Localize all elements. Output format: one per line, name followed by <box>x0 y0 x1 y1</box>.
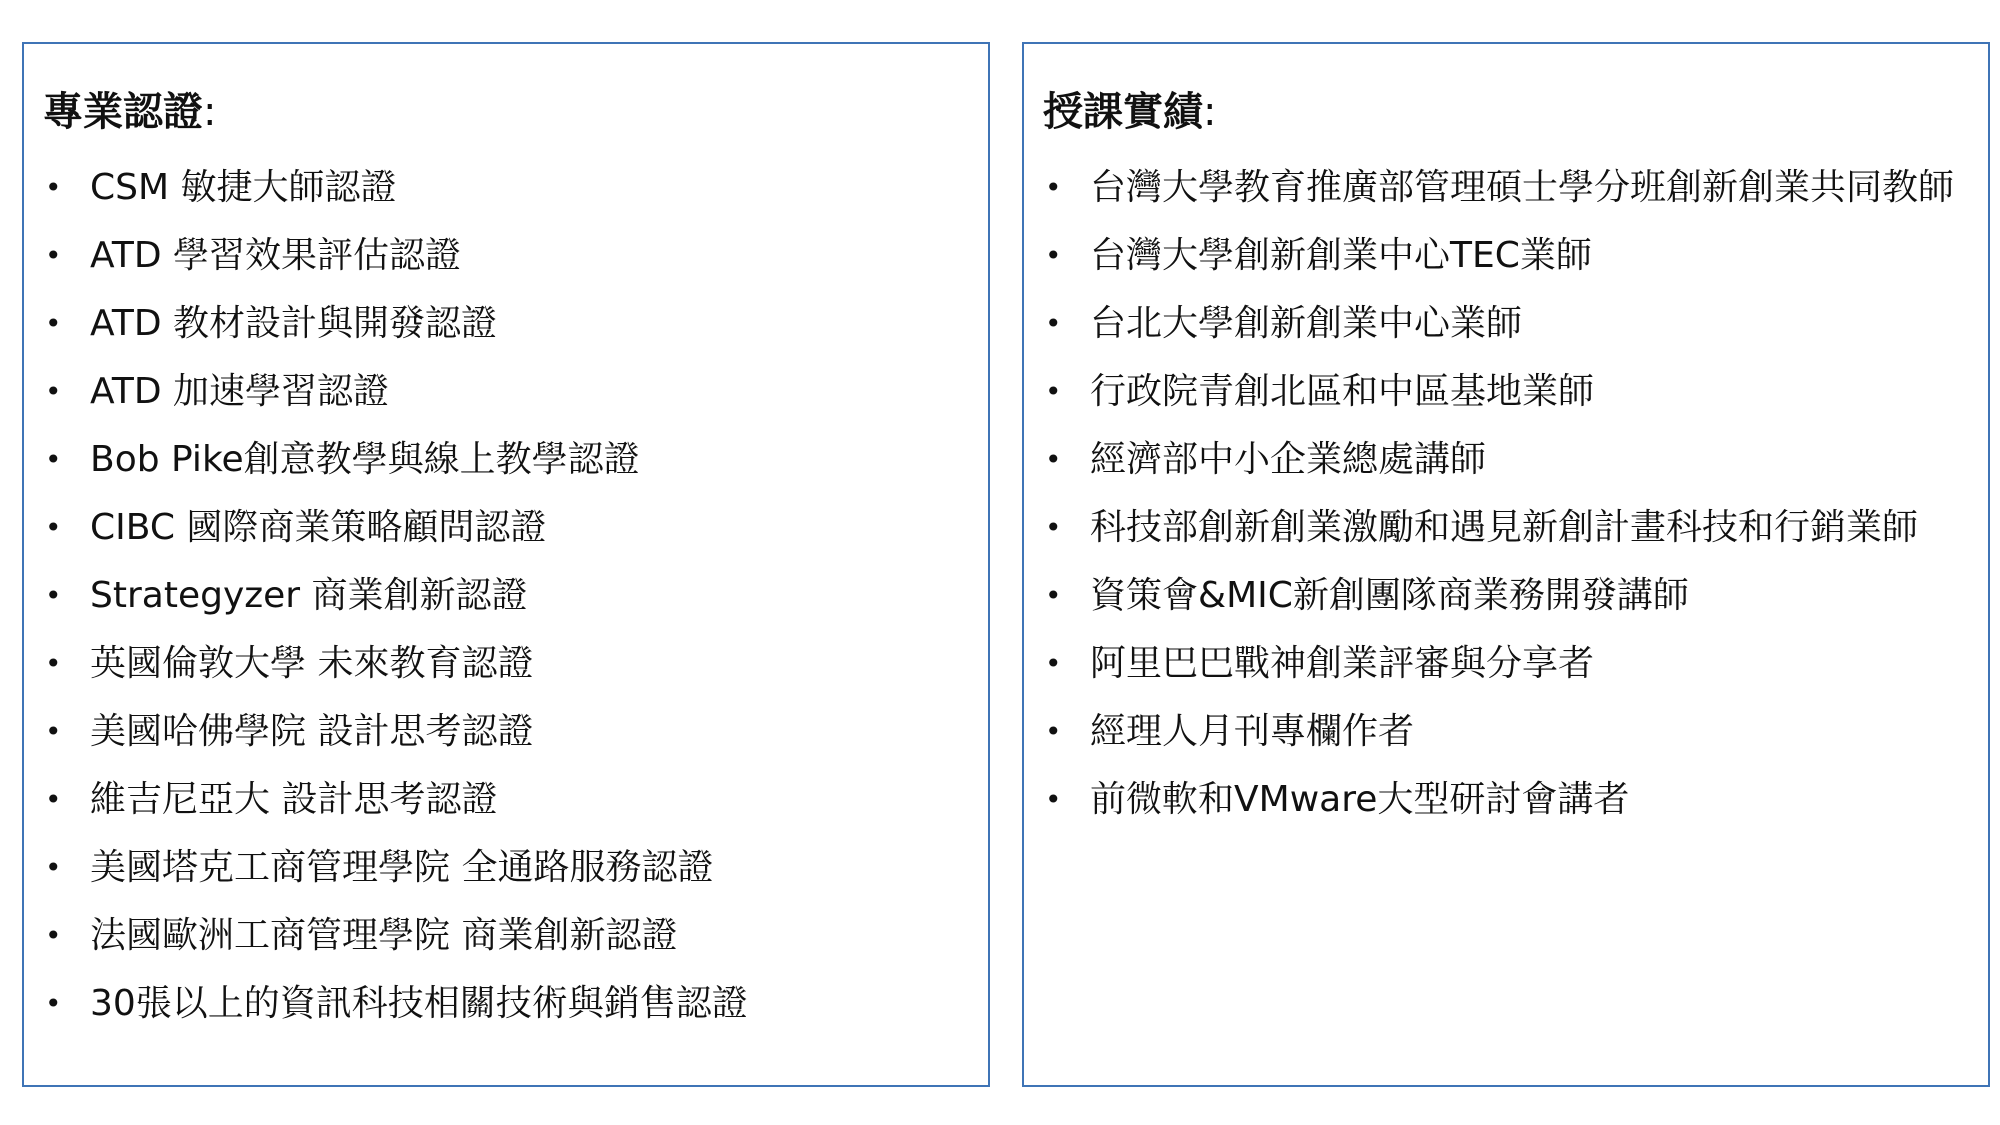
list-item-text: 資策會&MIC新創團隊商業務開發講師 <box>1090 575 1689 616</box>
bullet-icon: • <box>45 511 62 544</box>
bullet-icon: • <box>1045 579 1062 612</box>
list-item-text: Strategyzer 商業創新認證 <box>90 575 528 616</box>
list-item <box>24 426 988 494</box>
list-item-text: CSM 敏捷大師認證 <box>90 167 397 208</box>
certifications-title-text: 專業認證 <box>43 89 203 135</box>
list-item-text: Bob Pike創意教學與線上教學認證 <box>90 439 640 480</box>
list-item <box>1024 630 1988 698</box>
list-item-text: ATD 教材設計與開發認證 <box>90 303 497 344</box>
list-item <box>24 222 988 290</box>
list-item-text: ATD 加速學習認證 <box>90 371 389 412</box>
list-item-text: 台灣大學創新創業中心TEC業師 <box>1090 235 1592 276</box>
bullet-icon: • <box>45 239 62 272</box>
teaching-experience-title-colon: : <box>1203 89 1217 135</box>
bullet-icon: • <box>45 851 62 884</box>
list-item-text: 經理人月刊專欄作者 <box>1090 711 1415 752</box>
list-item <box>1024 222 1988 290</box>
list-item <box>1024 290 1988 358</box>
list-item <box>1024 494 1988 562</box>
list-item <box>1024 562 1988 630</box>
certifications-list <box>24 154 988 1038</box>
list-item <box>24 834 988 902</box>
list-item <box>24 290 988 358</box>
list-item-text: 法國歐洲工商管理學院 商業創新認證 <box>90 915 678 956</box>
list-item <box>1024 154 1988 222</box>
list-item <box>1024 426 1988 494</box>
list-item <box>24 902 988 970</box>
bullet-icon: • <box>1045 171 1062 204</box>
list-item-text: 經濟部中小企業總處講師 <box>1090 439 1487 480</box>
bullet-icon: • <box>45 987 62 1020</box>
list-item-text: 美國塔克工商管理學院 全通路服務認證 <box>90 847 714 888</box>
list-item-text: 科技部創新創業激勵和遇見新創計畫科技和行銷業師 <box>1090 507 1919 548</box>
bullet-icon: • <box>45 783 62 816</box>
list-item <box>24 630 988 698</box>
list-item <box>24 970 988 1038</box>
list-item-text: 台灣大學教育推廣部管理碩士學分班創新創業共同教師 <box>1090 167 1955 208</box>
bullet-icon: • <box>45 715 62 748</box>
bullet-icon: • <box>1045 307 1062 340</box>
teaching-experience-title-text: 授課實績 <box>1043 89 1203 135</box>
bullet-icon: • <box>45 171 62 204</box>
bullet-icon: • <box>45 579 62 612</box>
certifications-title-colon: : <box>203 89 217 135</box>
list-item-text: 維吉尼亞大 設計思考認證 <box>90 779 498 820</box>
bullet-icon: • <box>1045 511 1062 544</box>
list-item-text: 阿里巴巴戰神創業評審與分享者 <box>1090 643 1595 684</box>
bullet-icon: • <box>45 307 62 340</box>
list-item <box>1024 766 1988 834</box>
bullet-icon: • <box>1045 375 1062 408</box>
bullet-icon: • <box>1045 647 1062 680</box>
certifications-panel <box>22 42 990 1087</box>
list-item <box>1024 698 1988 766</box>
bullet-icon: • <box>1045 239 1062 272</box>
teaching-experience-title <box>1043 82 1216 142</box>
list-item <box>24 154 988 222</box>
list-item <box>1024 358 1988 426</box>
list-item-text: 30張以上的資訊科技相關技術與銷售認證 <box>90 983 748 1024</box>
list-item <box>24 698 988 766</box>
bullet-icon: • <box>45 647 62 680</box>
list-item <box>24 766 988 834</box>
list-item-text: 行政院青創北區和中區基地業師 <box>1090 371 1595 412</box>
teaching-experience-panel <box>1022 42 1990 1087</box>
teaching-experience-list <box>1024 154 1988 834</box>
list-item <box>24 562 988 630</box>
list-item-text: 台北大學創新創業中心業師 <box>1090 303 1523 344</box>
bullet-icon: • <box>45 375 62 408</box>
list-item-text: CIBC 國際商業策略顧問認證 <box>90 507 547 548</box>
bullet-icon: • <box>45 443 62 476</box>
list-item <box>24 358 988 426</box>
list-item-text: 美國哈佛學院 設計思考認證 <box>90 711 534 752</box>
list-item-text: 英國倫敦大學 未來教育認證 <box>90 643 534 684</box>
bullet-icon: • <box>45 919 62 952</box>
certifications-title <box>43 82 216 142</box>
list-item-text: ATD 學習效果評估認證 <box>90 235 461 276</box>
list-item <box>24 494 988 562</box>
list-item-text: 前微軟和VMware大型研討會講者 <box>1090 779 1630 820</box>
bullet-icon: • <box>1045 715 1062 748</box>
bullet-icon: • <box>1045 783 1062 816</box>
bullet-icon: • <box>1045 443 1062 476</box>
